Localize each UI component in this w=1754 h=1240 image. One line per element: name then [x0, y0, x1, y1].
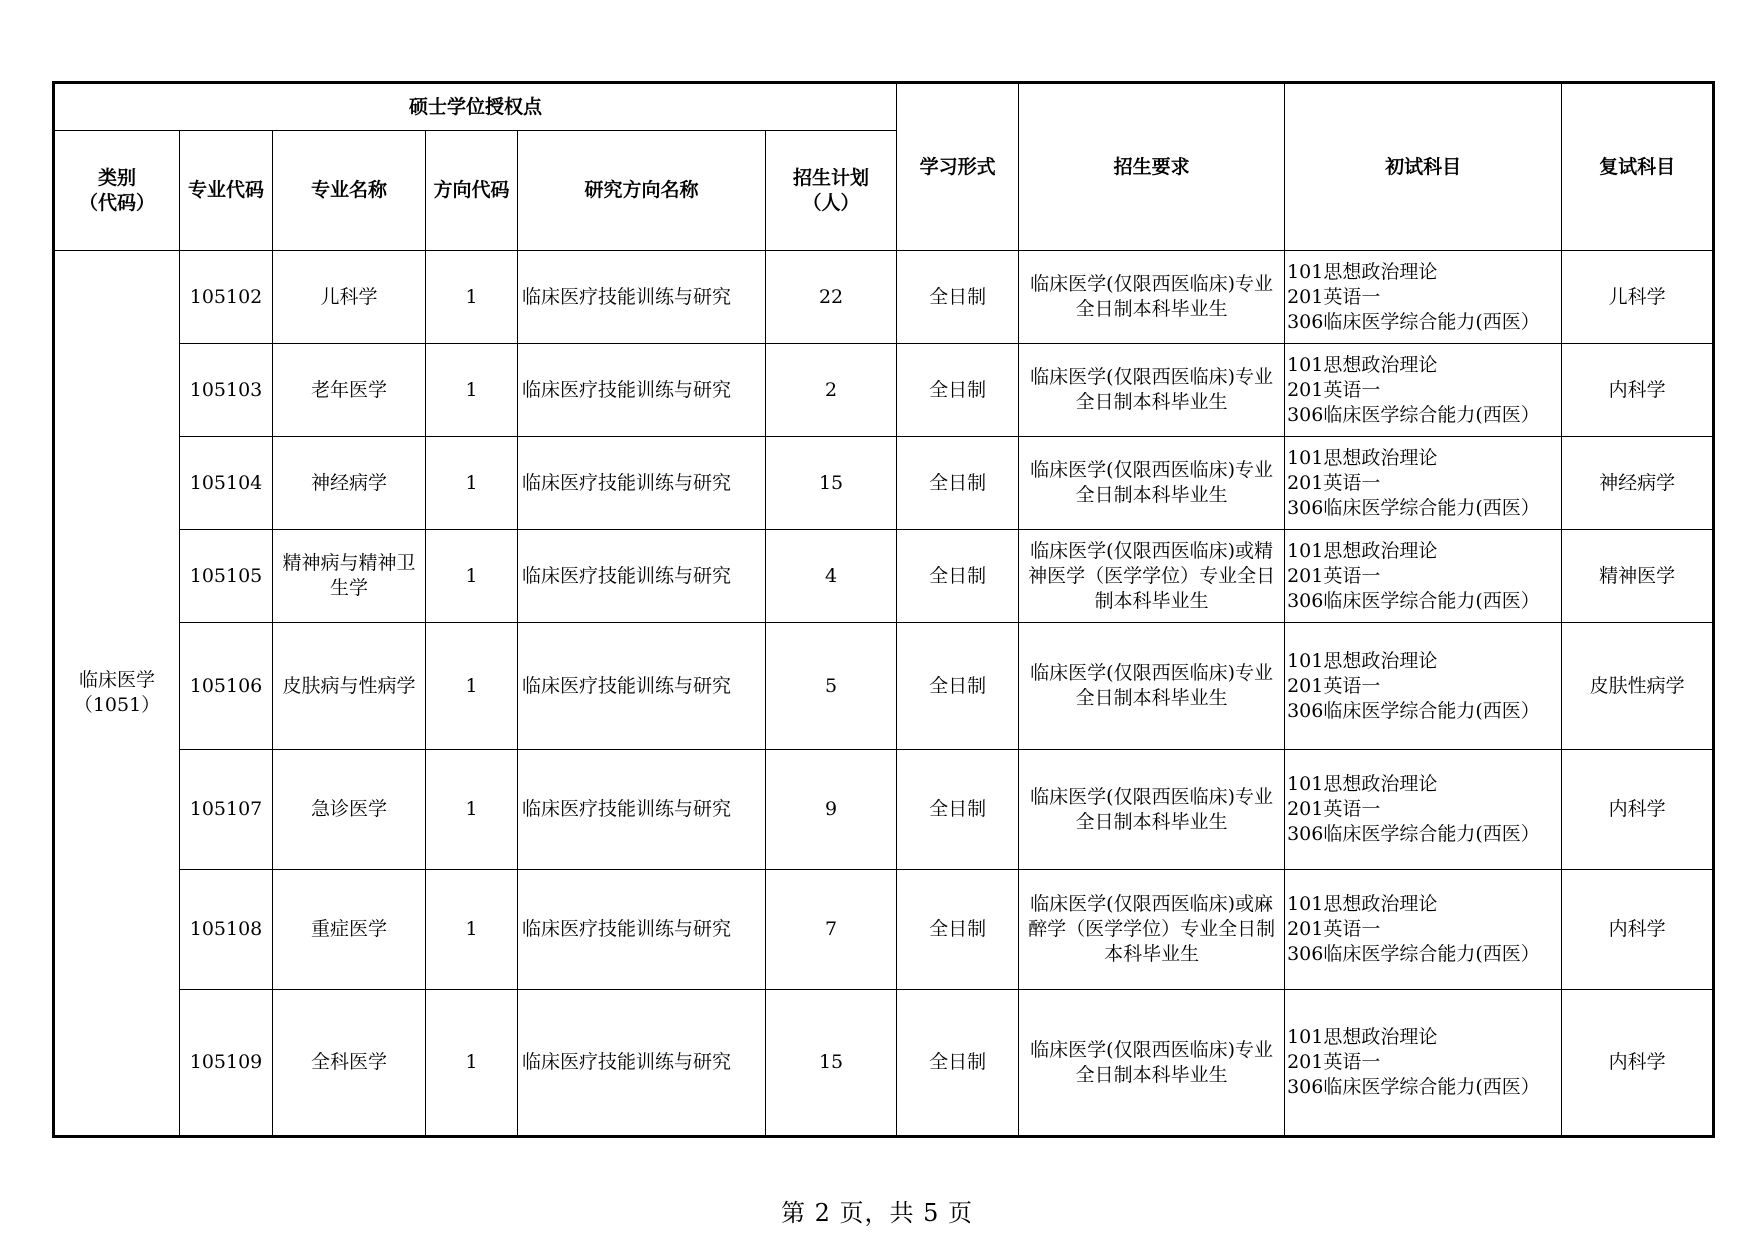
retest-cell: 内科学: [1562, 870, 1714, 990]
exam-subject: 201英语一: [1287, 471, 1381, 494]
table-row: [54, 990, 1714, 1137]
plan-cell: 9: [766, 750, 897, 870]
exam-subject: 306临床医学综合能力(西医）: [1287, 310, 1540, 333]
major-name-cell: 皮肤病与性病学: [273, 623, 426, 750]
group-title-header: 硕士学位授权点: [54, 83, 897, 131]
exam-subject: 101思想政治理论: [1287, 649, 1438, 672]
initial-exam-cell: [1285, 990, 1562, 1137]
exam-subject: 201英语一: [1287, 674, 1381, 697]
study-mode-cell: 全日制: [897, 437, 1019, 530]
table-row: [54, 251, 1714, 344]
retest-cell: 内科学: [1562, 344, 1714, 437]
direction-code-header: 方向代码: [426, 131, 518, 251]
study-mode-cell: 全日制: [897, 344, 1019, 437]
initial-exam-cell: [1285, 344, 1562, 437]
exam-subject: 201英语一: [1287, 798, 1381, 820]
retest-header: 复试科目: [1562, 83, 1714, 251]
plan-cell: 15: [766, 437, 897, 530]
table-row: [54, 870, 1714, 990]
major-code-cell: 105108: [180, 870, 273, 990]
category-header: 类别 （代码）: [54, 131, 180, 251]
retest-cell: 皮肤性病学: [1562, 623, 1714, 750]
initial-exam-cell: [1285, 251, 1562, 344]
direction-name-cell: 临床医疗技能训练与研究: [518, 750, 766, 870]
major-code-header: 专业代码: [180, 131, 273, 251]
exam-subject: 101思想政治理论: [1287, 1026, 1438, 1048]
major-code-cell: 105104: [180, 437, 273, 530]
initial-exam-cell: [1285, 623, 1562, 750]
study-mode-cell: 全日制: [897, 623, 1019, 750]
exam-subject: 306临床医学综合能力(西医）: [1287, 1076, 1540, 1098]
study-mode-cell: 全日制: [897, 990, 1019, 1137]
direction-code-cell: 1: [426, 990, 518, 1137]
initial-exam-cell: [1285, 530, 1562, 623]
major-name-header: 专业名称: [273, 131, 426, 251]
exam-subject: 101思想政治理论: [1287, 260, 1438, 283]
requirement-cell: 临床医学(仅限西医临床)专业全日制本科毕业生: [1019, 437, 1285, 530]
plan-cell: 7: [766, 870, 897, 990]
exam-subject: 306临床医学综合能力(西医）: [1287, 699, 1540, 722]
admissions-table: [52, 81, 1715, 1138]
exam-subject: 306临床医学综合能力(西医）: [1287, 496, 1540, 519]
major-name-cell: 精神病与精神卫生学: [273, 530, 426, 623]
major-code-cell: 105106: [180, 623, 273, 750]
direction-name-cell: 临床医疗技能训练与研究: [518, 530, 766, 623]
table-row: [54, 750, 1714, 870]
study-mode-cell: 全日制: [897, 750, 1019, 870]
major-name-cell: 老年医学: [273, 344, 426, 437]
direction-code-cell: 1: [426, 530, 518, 623]
direction-code-cell: 1: [426, 870, 518, 990]
exam-subject: 101思想政治理论: [1287, 893, 1438, 915]
exam-subject: 201英语一: [1287, 285, 1381, 308]
exam-subject: 306临床医学综合能力(西医）: [1287, 943, 1540, 965]
retest-cell: 内科学: [1562, 750, 1714, 870]
table-row: [54, 623, 1714, 750]
retest-cell: 儿科学: [1562, 251, 1714, 344]
plan-cell: 4: [766, 530, 897, 623]
initial-exam-cell: [1285, 750, 1562, 870]
direction-name-cell: 临床医疗技能训练与研究: [518, 251, 766, 344]
exam-subject: 101思想政治理论: [1287, 446, 1438, 469]
exam-subject: 201英语一: [1287, 1051, 1381, 1073]
major-name-cell: 神经病学: [273, 437, 426, 530]
study-mode-cell: 全日制: [897, 530, 1019, 623]
exam-subject: 306临床医学综合能力(西医）: [1287, 589, 1540, 612]
direction-name-cell: 临床医疗技能训练与研究: [518, 344, 766, 437]
direction-code-cell: 1: [426, 344, 518, 437]
plan-header: 招生计划 （人）: [766, 131, 897, 251]
category-name: 临床医学: [78, 669, 155, 691]
requirement-header: 招生要求: [1019, 83, 1285, 251]
major-code-cell: 105109: [180, 990, 273, 1137]
direction-code-cell: 1: [426, 251, 518, 344]
direction-name-cell: 临床医疗技能训练与研究: [518, 623, 766, 750]
study-mode-header: 学习形式: [897, 83, 1019, 251]
plan-cell: 15: [766, 990, 897, 1137]
exam-subject: 201英语一: [1287, 918, 1381, 940]
initial-exam-cell: [1285, 437, 1562, 530]
retest-cell: 内科学: [1562, 990, 1714, 1137]
category-cell: [54, 251, 180, 1137]
table-row: [54, 437, 1714, 530]
table-row: [54, 344, 1714, 437]
exam-subject: 201英语一: [1287, 564, 1381, 587]
study-mode-cell: 全日制: [897, 251, 1019, 344]
direction-name-cell: 临床医疗技能训练与研究: [518, 437, 766, 530]
major-name-cell: 重症医学: [273, 870, 426, 990]
initial-exam-cell: [1285, 870, 1562, 990]
study-mode-cell: 全日制: [897, 870, 1019, 990]
retest-cell: 精神医学: [1562, 530, 1714, 623]
requirement-cell: 临床医学(仅限西医临床)专业全日制本科毕业生: [1019, 990, 1285, 1137]
exam-subject: 306临床医学综合能力(西医）: [1287, 403, 1540, 426]
exam-subject: 306临床医学综合能力(西医）: [1287, 823, 1540, 845]
major-code-cell: 105102: [180, 251, 273, 344]
direction-code-cell: 1: [426, 437, 518, 530]
major-code-cell: 105105: [180, 530, 273, 623]
direction-name-header: 研究方向名称: [518, 131, 766, 251]
major-name-cell: 全科医学: [273, 990, 426, 1137]
category-code: （1051）: [73, 694, 161, 716]
plan-cell: 22: [766, 251, 897, 344]
plan-cell: 2: [766, 344, 897, 437]
page-footer: 第 2 页，共 5 页: [780, 1199, 974, 1227]
direction-code-cell: 1: [426, 750, 518, 870]
table-row: [54, 530, 1714, 623]
direction-code-cell: 1: [426, 623, 518, 750]
exam-subject: 101思想政治理论: [1287, 773, 1438, 795]
requirement-cell: 临床医学(仅限西医临床)专业全日制本科毕业生: [1019, 750, 1285, 870]
requirement-cell: 临床医学(仅限西医临床)或麻醉学（医学学位）专业全日制本科毕业生: [1019, 870, 1285, 990]
exam-subject: 201英语一: [1287, 378, 1381, 401]
requirement-cell: 临床医学(仅限西医临床)或精神医学（医学学位）专业全日制本科毕业生: [1019, 530, 1285, 623]
plan-cell: 5: [766, 623, 897, 750]
retest-cell: 神经病学: [1562, 437, 1714, 530]
table-body: [54, 251, 1714, 1137]
major-code-cell: 105107: [180, 750, 273, 870]
exam-subject: 101思想政治理论: [1287, 539, 1438, 562]
major-code-cell: 105103: [180, 344, 273, 437]
direction-name-cell: 临床医疗技能训练与研究: [518, 870, 766, 990]
direction-name-cell: 临床医疗技能训练与研究: [518, 990, 766, 1137]
major-name-cell: 急诊医学: [273, 750, 426, 870]
initial-exam-header: 初试科目: [1285, 83, 1562, 251]
exam-subject: 101思想政治理论: [1287, 353, 1438, 376]
requirement-cell: 临床医学(仅限西医临床)专业全日制本科毕业生: [1019, 623, 1285, 750]
major-name-cell: 儿科学: [273, 251, 426, 344]
requirement-cell: 临床医学(仅限西医临床)专业全日制本科毕业生: [1019, 344, 1285, 437]
requirement-cell: 临床医学(仅限西医临床)专业全日制本科毕业生: [1019, 251, 1285, 344]
